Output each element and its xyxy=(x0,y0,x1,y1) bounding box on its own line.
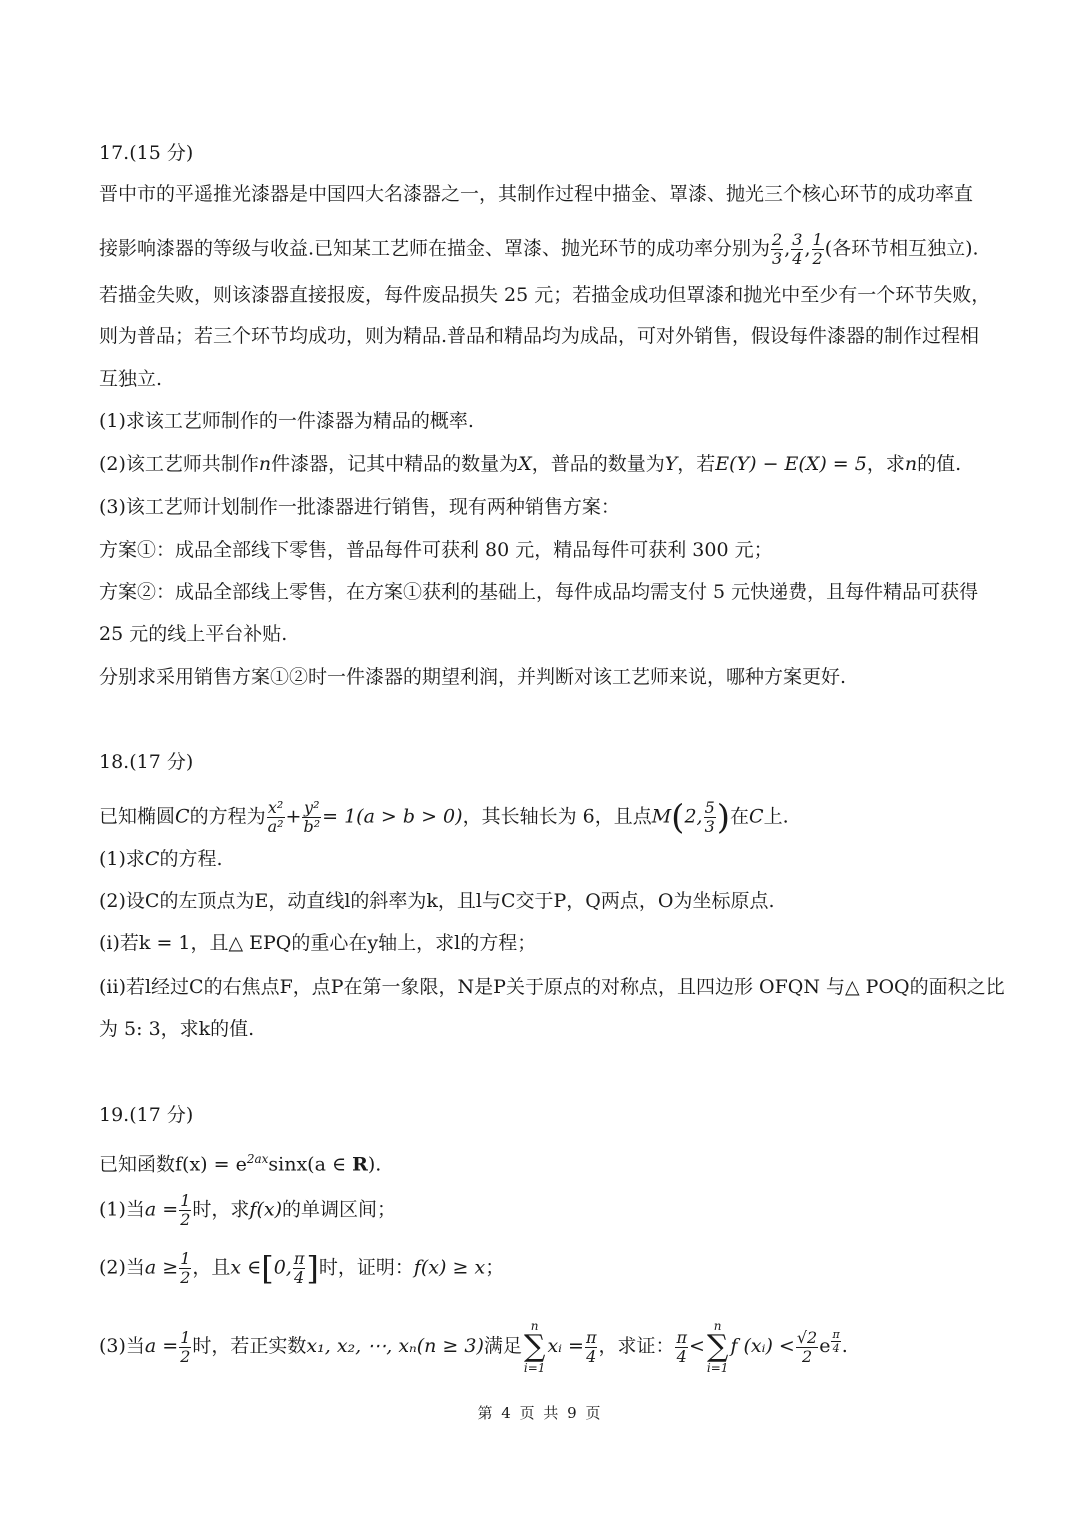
q17-header: 17.(15 分) xyxy=(99,142,194,164)
q17-subquestion-2: (2)该工艺师共制作n件漆器，记其中精品的数量为X，普品的数量为Y，若E(Y) − E(X) = 5，求n的值. xyxy=(99,453,962,475)
fraction-1-2: $\frac{1}{2}$ xyxy=(812,230,823,268)
q17-paragraph-line-1: 晋中市的平遥推光漆器是中国四大名漆器之一，其制作过程中描金、罩漆、抛光三个核心环节的成功率直 xyxy=(99,183,974,205)
q18-subquestion-2-i: (i)若k = 1，且△ EPQ的重心在y轴上，求l的方程； xyxy=(99,932,537,954)
q18-header: 18.(17 分) xyxy=(99,751,194,773)
q18-subquestion-2-ii-line-1: (ii)若l经过C的右焦点F，点P在第一象限，N是P关于原点的对称点，且四边形 OFQN 与△ POQ的面积之比 xyxy=(99,976,1005,998)
fraction-5-3: $\frac{5}{3}$ xyxy=(704,798,715,836)
summation-symbol: n ∑ i=1 xyxy=(523,1319,546,1375)
fraction-y2-b2: $\frac{\text{y²}}{\text{b²}}$ xyxy=(303,798,321,836)
q18-paragraph-line-1: 已知椭圆C的方程为 $\frac{\text{x²}}{\text{a²}}$ + $\frac{\text{y²}}{\text{b²}}$ = 1(a > b > 0)，其长轴长为 6，且点M(2, $\frac{5}{3}$ )在C上. xyxy=(99,797,789,838)
q19-subquestion-3: (3)当a = $\frac{1}{2}$ 时，若正实数x₁, x₂, ⋯, xₙ(n ≥ 3)满足 n ∑ i=1 xᵢ = $\frac{\pi}{4}$ ，求证： $\frac{\pi}{4}$ < n ∑ i=1 f (xᵢ) < $\frac{√2}{2}$ e $^{\frac{\pi}{4}}$ . xyxy=(99,1319,848,1375)
fraction-sqrt2-2: $\frac{√2}{2}$ xyxy=(796,1327,818,1366)
q17-plan-2-line-1: 方案②：成品全部线上零售，在方案①获利的基础上，每件成品均需支付 5 元快递费，且每件精品可获得 xyxy=(99,581,979,603)
q17-final-prompt: 分别求采用销售方案①②时一件漆器的期望利润，并判断对该工艺师来说，哪种方案更好. xyxy=(99,666,847,688)
q17-paragraph-line-3: 若描金失败，则该漆器直接报废，每件废品损失 25 元；若描金成功但罩漆和抛光中至少有一个环节失败， xyxy=(99,284,991,306)
q17-plan-2-line-2: 25 元的线上平台补贴. xyxy=(99,623,288,645)
q17-paragraph-line-4: 则为普品；若三个环节均成功，则为精品.普品和精品均为成品，可对外销售，假设每件漆器的制作过程相 xyxy=(99,325,980,347)
fraction-pi-4-exponent: π 4 xyxy=(832,1327,840,1355)
q18-subquestion-2: (2)设C的左顶点为E，动直线l的斜率为k，且l与C交于P，Q两点，O为坐标原点. xyxy=(99,890,775,912)
q17-paragraph-line-2: 接影响漆器的等级与收益.已知某工艺师在描金、罩漆、抛光环节的成功率分别为 $\frac{2}{3}$ , $\frac{3}{4}$ , $\frac{1}{2}$ (各环节相互独立). xyxy=(99,230,979,268)
q19-subquestion-1: (1)当a = $\frac{1}{2}$ 时，求f(x)的单调区间； xyxy=(99,1191,397,1229)
q17-subquestion-3: (3)该工艺师计划制作一批漆器进行销售，现有两种销售方案： xyxy=(99,496,620,518)
q17-paragraph-line-5: 互独立. xyxy=(99,368,163,390)
page-footer: 第 4 页 共 9 页 xyxy=(477,1404,603,1422)
q19-header: 19.(17 分) xyxy=(99,1104,194,1126)
q18-subquestion-2-ii-line-2: 为 5: 3，求k的值. xyxy=(99,1018,255,1040)
summation-symbol: n ∑ i=1 xyxy=(706,1319,729,1375)
q17-subquestion-1: (1)求该工艺师制作的一件漆器为精品的概率. xyxy=(99,410,474,432)
q19-subquestion-2: (2)当a ≥ $\frac{1}{2}$ ，且x ∈[0, $\frac{\pi}{4}$ ]时，证明：f(x) ≥ x； xyxy=(99,1249,505,1288)
fraction-pi-4: $\frac{\pi}{4}$ xyxy=(293,1249,305,1287)
fraction-pi-4: $\frac{\pi}{4}$ xyxy=(585,1327,597,1366)
fraction-3-4: $\frac{3}{4}$ xyxy=(792,230,803,268)
q18-subquestion-1: (1)求C的方程. xyxy=(99,848,223,870)
fraction-2-3: $\frac{2}{3}$ xyxy=(772,230,783,268)
q17-plan-1: 方案①：成品全部线下零售，普品每件可获利 80 元，精品每件可获利 300 元； xyxy=(99,539,773,561)
fraction-x2-a2: $\frac{\text{x²}}{\text{a²}}$ xyxy=(267,798,284,836)
fraction-1-2: $\frac{1}{2}$ xyxy=(180,1327,191,1366)
fraction-1-2: $\frac{1}{2}$ xyxy=(180,1191,191,1229)
q19-paragraph-line-1: 已知函数$f(x) = e^{2ax}\sin x(a$ ∈ R). xyxy=(99,1152,382,1176)
fraction-1-2: $\frac{1}{2}$ xyxy=(180,1249,191,1287)
fraction-pi-4: $\frac{\pi}{4}$ xyxy=(676,1327,687,1366)
